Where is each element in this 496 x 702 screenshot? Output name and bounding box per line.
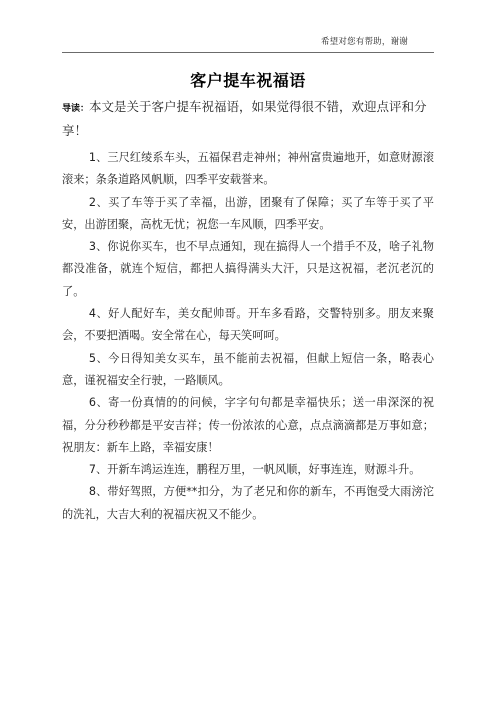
blessing-paragraph: 8、带好驾照，方便**扣分，为了老兄和你的新车，不再饱受大雨滂沱的洗礼，大吉大利的祝福庆祝又不能少。	[62, 485, 434, 521]
blessing-paragraph: 1、三尺红绫系车头，五福保君走神州；神州富贵遍地开，如意财源滚滚来；条条道路风帆顺，四季平安载誉来。	[62, 151, 434, 187]
intro-paragraph	[62, 96, 434, 142]
blessing-paragraph: 7、开新车鸿运连连，鹏程万里，一帆风顺，好事连连，财源斗升。	[88, 463, 421, 477]
blessing-paragraph: 5、今日得知美女买车，虽不能前去祝福，但献上短信一条，略表心意，谨祝福安全行驶，一路顺风。	[62, 351, 434, 387]
header-divider	[62, 52, 434, 53]
intro-label: 导读：	[62, 104, 90, 114]
blessing-paragraph: 2、买了车等于买了幸福，出游，团聚有了保障；买了车等于买了平安，出游团聚，高枕无忧；祝您一车风顺，四季平安。	[62, 195, 434, 231]
blessing-paragraph: 4、好人配好车，美女配帅哥。开车多看路，交警特别多。朋友来聚会，不要把酒喝。安全常在心，每天笑呵呵。	[62, 307, 434, 343]
document-title: 客户提车祝福语	[190, 71, 306, 90]
header-note: 希望对您有帮助，谢谢	[320, 37, 408, 47]
intro-text: 本文是关于客户提车祝福语，如果觉得很不错，欢迎点评和分享！	[62, 99, 427, 138]
blessing-paragraph: 3、你说你买车，也不早点通知，现在搞得人一个措手不及，啥子礼物都没准备，就连个短信，都把人搞得满头大汗，只是这祝福，老沉老沉的了。	[62, 240, 434, 298]
blessing-paragraph: 6、寄一份真情的的问候，字字句句都是幸福快乐；送一串深深的祝福，分分秒秒都是平安吉祥；传一份浓浓的心意，点点滴滴都是万事如意；祝朋友：新车上路，幸福安康！	[62, 396, 434, 454]
document-body	[62, 96, 434, 526]
